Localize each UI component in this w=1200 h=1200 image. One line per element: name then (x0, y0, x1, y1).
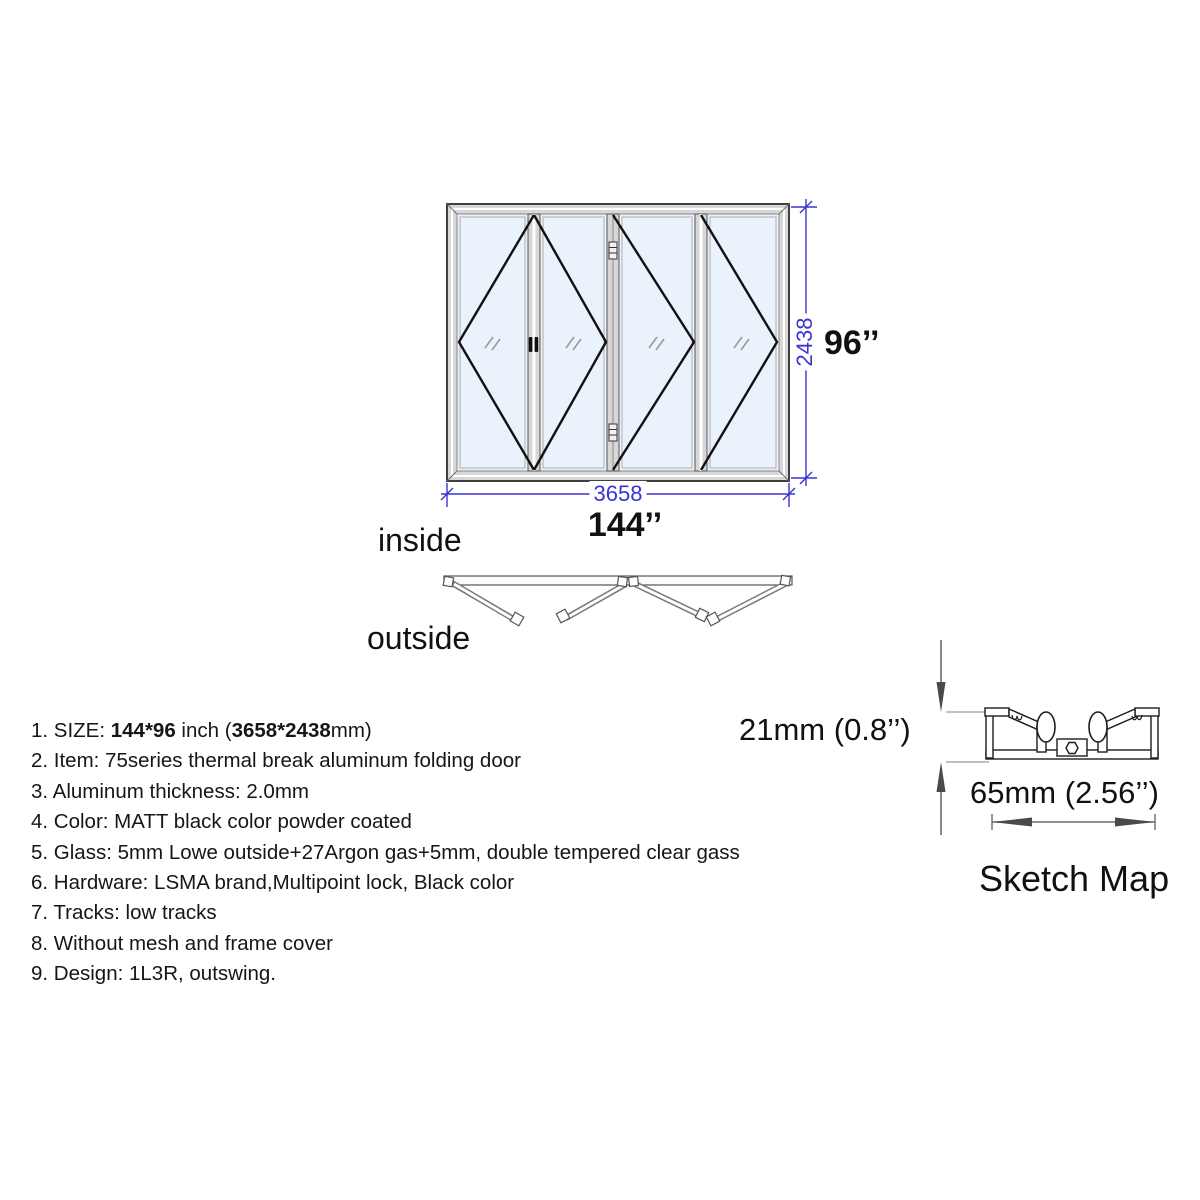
sketch-track-height-label: 21mm (0.8’’) (739, 712, 911, 747)
spec-line-8: 8. Without mesh and frame cover (31, 931, 333, 955)
outside-label: outside (367, 620, 471, 656)
height-dim-mm-label: 2438 (792, 314, 818, 371)
plan-view-drawing (443, 575, 792, 625)
spec-line-7: 7. Tracks: low tracks (31, 901, 217, 925)
spec-line-4: 4. Color: MATT black color powder coated (31, 810, 412, 834)
spec-line-6: 6. Hardware: LSMA brand,Multipoint lock, Black color (31, 871, 515, 895)
sketch-track-width-label: 65mm (2.56’’) (970, 775, 1159, 810)
folded-panel-bars (452, 582, 789, 621)
height-dim-inch-label: 96’’ (824, 324, 880, 362)
width-dim-inch-label: 144’’ (587, 506, 663, 544)
spec-line-1: 1. SIZE: 144*96 inch (3658*2438mm) (31, 719, 372, 742)
specs-list (31, 716, 740, 990)
door-elevation-drawing (447, 204, 789, 481)
spec-line-2: 2. Item: 75series thermal break aluminum folding door (31, 749, 521, 773)
spec-line-5: 5. Glass: 5mm Lowe outside+27Argon gas+5mm, double tempered clear gass (31, 840, 740, 864)
spec-line-3: 3. Aluminum thickness: 2.0mm (31, 779, 309, 803)
sketch-map-title: Sketch Map (979, 858, 1170, 899)
inside-label: inside (378, 522, 462, 558)
width-dim-mm-label: 3658 (590, 481, 647, 507)
spec-line-9: 9. Design: 1L3R, outswing. (31, 962, 276, 986)
track-profile-drawing (985, 708, 1159, 759)
track-width-arrows (992, 814, 1155, 830)
